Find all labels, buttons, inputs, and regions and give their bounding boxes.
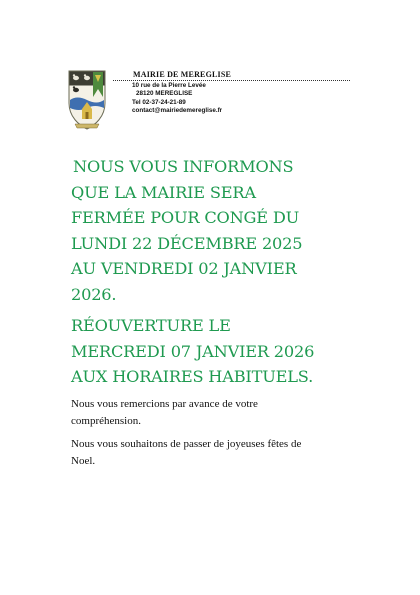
- reopening-line: AUX HORAIRES HABITUELS.: [71, 367, 314, 386]
- notice-line: NOUS VOUS INFORMONS: [73, 157, 294, 176]
- notice-line: FERMÉE POUR CONGÉ DU: [71, 208, 300, 227]
- coat-of-arms-icon: [67, 69, 107, 131]
- paragraph-line: compréhension.: [71, 415, 141, 427]
- paragraph-line: Nous vous remercions par avance de votre: [71, 398, 258, 410]
- notice-line: LUNDI 22 DÉCEMBRE 2025: [71, 233, 303, 253]
- letterhead: [113, 70, 353, 115]
- email-address[interactable]: contact@mairiedemereglise.fr: [132, 106, 223, 114]
- address-block: [132, 82, 353, 115]
- notice-line: AU VENDREDI 02 JANVIER: [71, 259, 297, 278]
- thanks-paragraph: [71, 396, 361, 430]
- notice-line: QUE LA MAIRIE SERA: [71, 182, 256, 202]
- paragraph-line: Nous vous souhaitons de passer de joyeuses fêtes de: [71, 438, 302, 450]
- notice-line: 2026.: [71, 284, 117, 304]
- paragraph-line: Noel.: [71, 455, 96, 467]
- address-postal-city: 28120 MEREGLISE: [136, 90, 193, 98]
- reopening-notice: [71, 313, 371, 390]
- mairie-title: MAIRIE DE MEREGLISE: [133, 70, 232, 79]
- header-divider: [113, 80, 350, 81]
- closure-notice: [71, 154, 371, 307]
- wishes-paragraph: [71, 436, 361, 470]
- phone-number: Tel 02-37-24-21-89: [132, 98, 186, 106]
- address-street: 10 rue de la Pierre Levée: [132, 82, 206, 89]
- reopening-line: RÉOUVERTURE LE: [71, 316, 231, 335]
- reopening-line: MERCREDI 07 JANVIER 2026: [71, 341, 315, 361]
